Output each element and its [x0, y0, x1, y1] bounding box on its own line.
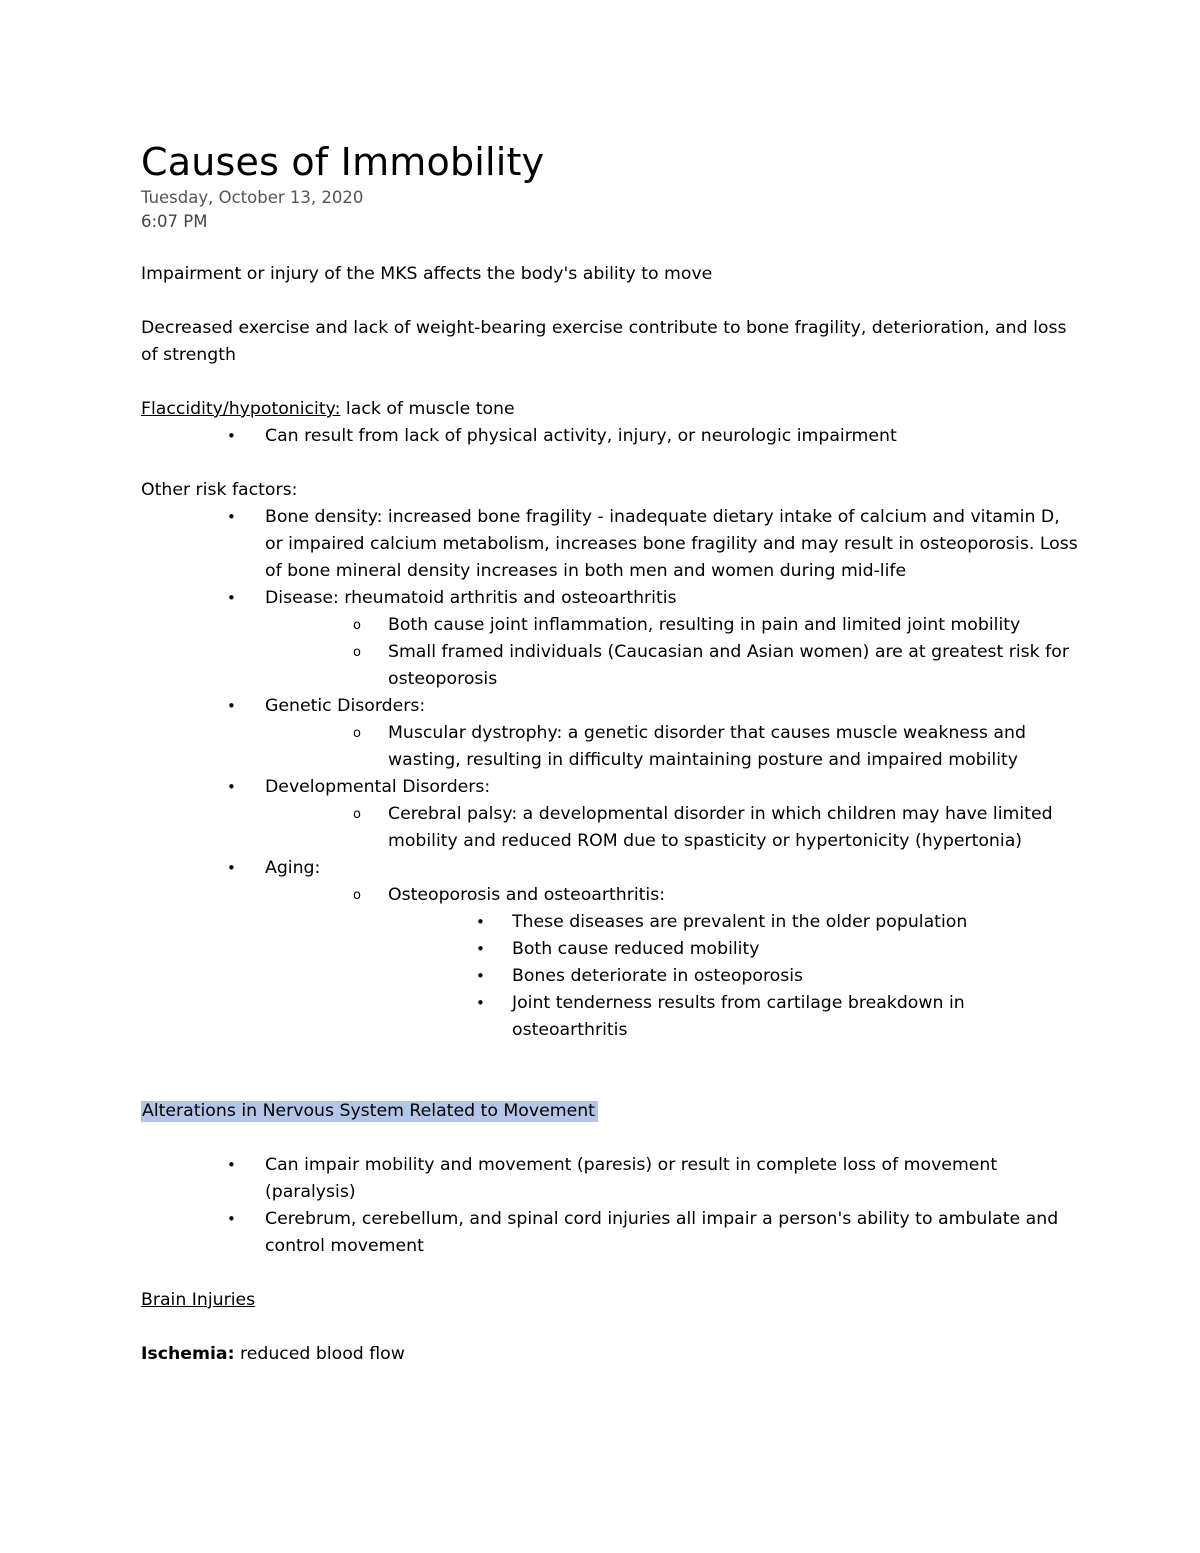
flaccidity-list — [141, 423, 1081, 450]
sub-bullet-icon: o — [353, 726, 361, 741]
list-item-text: Both cause joint inflammation, resulting in pain and limited joint mobility — [388, 615, 1021, 635]
bullet-icon: • — [227, 1210, 236, 1228]
page-title: Causes of Immobility — [141, 140, 545, 184]
bullet-icon: • — [227, 589, 236, 607]
brain-injuries-heading — [141, 1287, 1081, 1314]
list-item-text: Can result from lack of physical activity, injury, or neurologic impairment — [265, 426, 897, 446]
ischemia-def-text: reduced blood flow — [234, 1344, 405, 1364]
list-item — [141, 423, 1081, 450]
list-item — [141, 504, 1081, 585]
list-item — [141, 801, 1081, 855]
risk-factors-list — [141, 504, 1081, 1044]
note-page — [141, 138, 1081, 1368]
list-item-text: Disease: rheumatoid arthritis and osteoarthritis — [265, 588, 677, 608]
bullet-icon: • — [476, 913, 485, 931]
sub-bullet-icon: o — [353, 807, 361, 822]
sub-bullet-icon: o — [353, 618, 361, 633]
list-item-text: Developmental Disorders: — [265, 777, 491, 797]
bullet-icon: • — [476, 940, 485, 958]
brain-injuries-heading-text: Brain Injuries — [141, 1290, 256, 1310]
list-item — [141, 1152, 1081, 1206]
list-item — [141, 990, 1081, 1044]
list-item-text: Osteoporosis and osteoarthritis: — [388, 885, 666, 905]
list-item-text: Small framed individuals (Caucasian and Asian women) are at greatest risk for osteoporosis — [388, 642, 1069, 689]
nervous-heading-highlight: Alterations in Nervous System Related to Movement — [141, 1101, 598, 1122]
list-item-text: Muscular dystrophy: a genetic disorder that causes muscle weakness and wasting, resulting in difficulty maintaining posture and impaired mobility — [388, 723, 1026, 770]
sub-bullet-icon: o — [353, 888, 361, 903]
list-item-text: Genetic Disorders: — [265, 696, 426, 716]
note-date: Tuesday, October 13, 2020 — [141, 188, 364, 207]
list-item — [141, 639, 1081, 693]
list-item — [141, 1206, 1081, 1260]
list-item — [141, 774, 1081, 801]
list-item — [141, 909, 1081, 936]
list-item-text: Both cause reduced mobility — [512, 939, 760, 959]
list-item — [141, 963, 1081, 990]
list-item-text: Aging: — [265, 858, 321, 878]
list-item — [141, 936, 1081, 963]
bullet-icon: • — [227, 1156, 236, 1174]
bullet-icon: • — [227, 778, 236, 796]
list-item — [141, 693, 1081, 720]
nervous-list — [141, 1152, 1081, 1260]
paragraph-exercise: Decreased exercise and lack of weight-bearing exercise contribute to bone fragility, deterioration, and loss of strength — [141, 318, 1067, 365]
list-item-text: Can impair mobility and movement (paresis) or result in complete loss of movement (paralysis) — [265, 1155, 998, 1202]
list-item — [141, 585, 1081, 612]
list-item-text: Cerebrum, cerebellum, and spinal cord injuries all impair a person's ability to ambulate and control movement — [265, 1209, 1059, 1256]
list-item-text: Cerebral palsy: a developmental disorder in which children may have limited mobility and reduced ROM due to spasticity or hypertonicity (hypertonia) — [388, 804, 1053, 851]
bullet-icon: • — [227, 859, 236, 877]
list-item-text: Bones deteriorate in osteoporosis — [512, 966, 804, 986]
list-item-text: These diseases are prevalent in the older population — [512, 912, 968, 932]
sub-bullet-icon: o — [353, 645, 361, 660]
flaccidity-def-text: lack of muscle tone — [340, 399, 515, 419]
list-item-text: Bone density: increased bone fragility - inadequate dietary intake of calcium and vitamin D, or impaired calcium metabolism, increases bone fragility and may result in osteoporosis. Loss of bone mineral density increases in both men and women during mid-life — [265, 507, 1078, 581]
bullet-icon: • — [476, 994, 485, 1012]
list-item-text: Joint tenderness results from cartilage breakdown in osteoarthritis — [512, 993, 965, 1040]
ischemia-definition — [141, 1341, 1081, 1368]
bullet-icon: • — [476, 967, 485, 985]
bullet-icon: • — [227, 697, 236, 715]
bullet-icon: • — [227, 508, 236, 526]
flaccidity-term: Flaccidity/hypotonicity: — [141, 399, 341, 419]
list-item — [141, 720, 1081, 774]
list-item — [141, 882, 1081, 909]
ischemia-term: Ischemia: — [141, 1344, 235, 1364]
list-item — [141, 855, 1081, 882]
paragraph-mks: Impairment or injury of the MKS affects the body's ability to move — [141, 264, 713, 284]
bullet-icon: • — [227, 427, 236, 445]
note-time: 6:07 PM — [141, 212, 208, 231]
list-item — [141, 612, 1081, 639]
nervous-heading — [141, 1098, 1081, 1125]
flaccidity-definition — [141, 396, 1081, 423]
risk-factors-heading: Other risk factors: — [141, 480, 298, 500]
